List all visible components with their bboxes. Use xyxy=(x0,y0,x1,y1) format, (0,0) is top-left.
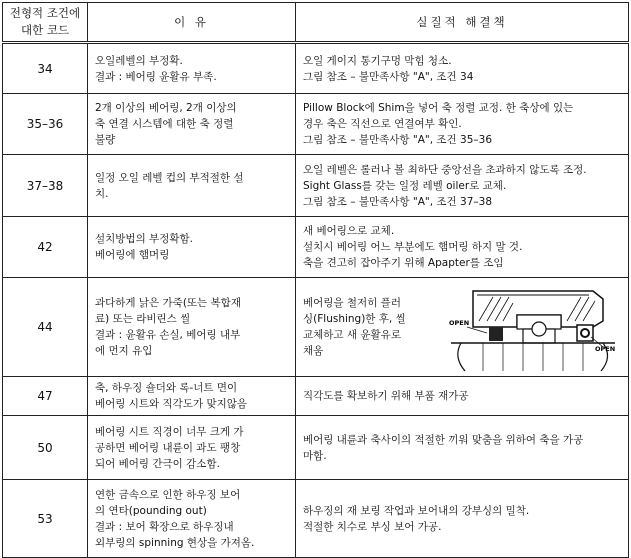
fix-cell xyxy=(296,480,629,558)
reason-line: 오일레벨의 부정확. xyxy=(95,54,183,67)
fix-line: Pillow Block에 Shim을 넣어 축 정렬 교정. 한 축상에 있는 xyxy=(303,102,574,114)
reason-cell xyxy=(88,278,296,377)
code-cell: 42 xyxy=(3,217,88,278)
fix-cell xyxy=(296,217,629,278)
reason-cell xyxy=(88,217,296,278)
table-row xyxy=(3,278,629,377)
fix-line: 베어링을 철저히 플러 xyxy=(303,297,401,309)
reason-line: 베어링 시트와 직각도가 맞지않음 xyxy=(95,398,248,410)
reason-cell xyxy=(88,480,296,558)
reason-line: 설치방법의 부정확함. xyxy=(95,233,193,245)
header-reason: 이 유 xyxy=(88,3,296,43)
code-cell: 47 xyxy=(3,377,88,416)
fix-cell xyxy=(296,278,629,377)
reason-cell xyxy=(88,155,296,217)
reason-line: 베어링에 햄머링 xyxy=(95,249,170,261)
figure-label-open-right: OPEN xyxy=(595,345,616,353)
reason-line: 공하면 베어링 내륜이 과도 팽창 xyxy=(95,441,241,454)
reason-line: 과다하게 낡은 가죽(또는 복합재 xyxy=(95,297,241,309)
code-cell: 35–36 xyxy=(3,94,88,155)
fix-cell xyxy=(296,377,629,416)
reason-cell xyxy=(88,43,296,94)
header-fix: 실질적 해결책 xyxy=(296,3,629,43)
table-row xyxy=(3,416,629,480)
code-cell: 50 xyxy=(3,416,88,480)
fix-line: 직각도를 확보하기 위해 부품 재가공 xyxy=(303,390,469,402)
fix-line: Sight Glass를 갖는 일정 레벨 oiler로 교체. xyxy=(303,179,507,192)
table-row xyxy=(3,155,629,217)
fix-line: 채움 xyxy=(303,345,324,357)
code-cell: 34 xyxy=(3,43,88,94)
fix-line: 싱(Flushing)한 후, 씰 xyxy=(303,313,406,325)
reason-line: 축 연결 시스템에 대한 축 정렬 xyxy=(95,118,234,130)
code-cell: 37–38 xyxy=(3,155,88,217)
figure-label-open-left: OPEN xyxy=(449,319,470,327)
fix-line: 그림 참조 – 불만족사항 "A", 조건 37–38 xyxy=(303,195,492,208)
header-code xyxy=(3,3,88,43)
header-row xyxy=(3,3,629,43)
fix-line: 그림 참조 – 불만족사항 "A", 조건 34 xyxy=(303,70,474,83)
fix-line: 축을 견고히 잡아주기 위해 Apapter를 조임 xyxy=(303,257,504,269)
reason-line: 축, 하우징 숄더와 록-너트 면이 xyxy=(95,382,238,394)
fix-line: 그림 참조 – 불만족사항 "A", 조건 35–36 xyxy=(303,134,492,146)
fix-line: 경우 축은 직선으로 연결여부 확인. xyxy=(303,118,462,130)
reason-line: 결과 : 보어 확장으로 하우징내 xyxy=(95,520,234,533)
fix-line: 설치시 베어링 어느 부분에도 햄머링 하지 말 것. xyxy=(303,241,523,253)
table-row xyxy=(3,377,629,416)
reason-line: 2개 이상의 베어링, 2개 이상의 xyxy=(95,102,237,114)
fix-cell xyxy=(296,416,629,480)
reason-line: 의 연타(pounding out) xyxy=(95,504,207,517)
fix-line: 교체하고 새 윤활유로 xyxy=(303,329,401,341)
code-cell: 44 xyxy=(3,278,88,377)
reason-line: 베어링 시트 직경이 너무 크게 가 xyxy=(95,425,244,438)
fix-line: 베어링 내륜과 축사이의 적절한 끼워 맞춤을 위하여 축을 가공 xyxy=(303,433,584,446)
table-row xyxy=(3,480,629,558)
fix-cell xyxy=(296,43,629,94)
reason-line: 불량 xyxy=(95,134,116,146)
fix-line: 오일 게이지 통기구멍 막힘 청소. xyxy=(303,54,452,67)
reason-line: 외부링의 spinning 현상을 가져옴. xyxy=(95,536,255,549)
table-row xyxy=(3,43,629,94)
reason-line: 연한 금속으로 인한 하우징 보어 xyxy=(95,488,241,501)
reason-line: 일정 오일 레벨 컵의 부적절한 설 xyxy=(95,171,244,184)
conditions-table xyxy=(2,2,629,558)
fix-line: 마함. xyxy=(303,449,327,462)
fix-line: 하우징의 재 보링 작업과 보어내의 강부싱의 밀착. xyxy=(303,504,530,517)
reason-line: 치. xyxy=(95,187,109,200)
reason-line: 료) 또는 라비린스 씰 xyxy=(95,313,191,325)
fix-line: 오일 레벨은 롤러나 볼 최하단 중앙선을 초과하지 않도록 조정. xyxy=(303,163,587,176)
reason-line: 결과 : 윤활유 손실, 베어링 내부 xyxy=(95,329,241,341)
header-code-line2: 대한 코드 xyxy=(20,23,70,37)
reason-cell xyxy=(88,94,296,155)
table-row xyxy=(3,217,629,278)
fix-line: 새 베어링으로 교체. xyxy=(303,225,395,237)
bearing-seal-diagram xyxy=(443,281,621,373)
fix-cell xyxy=(296,155,629,217)
table-row xyxy=(3,94,629,155)
reason-line: 에 먼지 유입 xyxy=(95,345,153,357)
fix-line: 적절한 치수로 부싱 보어 가공. xyxy=(303,520,442,533)
reason-cell xyxy=(88,416,296,480)
reason-line: 결과 : 베어링 윤활유 부족. xyxy=(95,70,217,83)
code-cell: 53 xyxy=(3,480,88,558)
fix-cell xyxy=(296,94,629,155)
reason-cell xyxy=(88,377,296,416)
header-code-line1: 전형적 조건에 xyxy=(9,6,81,20)
reason-line: 되어 베어링 간극이 감소함. xyxy=(95,457,220,470)
